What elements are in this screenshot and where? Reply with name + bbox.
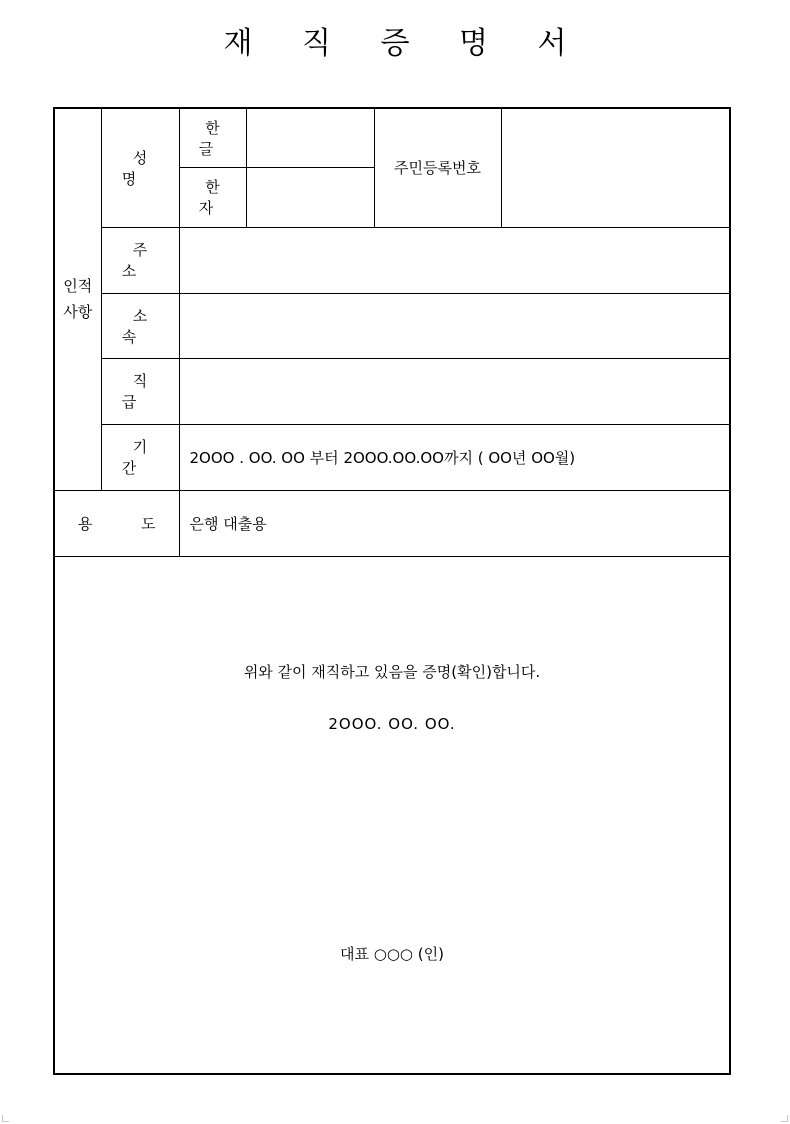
purpose-field[interactable]: 은행 대출용 [179,490,730,556]
period-label: 기 간 [101,424,179,490]
address-field[interactable] [179,227,730,293]
certification-statement-area [54,556,730,1074]
resident-number-field[interactable] [501,108,730,227]
page-corner-mark-right [781,1115,788,1122]
name-hangul-field[interactable] [246,108,374,167]
rank-field[interactable] [179,358,730,424]
name-label: 성 명 [101,108,179,227]
personal-info-group-label [54,108,101,490]
issue-date: 2OOO. OO. OO. [328,714,456,733]
affiliation-field[interactable] [179,293,730,358]
name-hanja-label: 한 자 [179,167,246,227]
address-label: 주 소 [101,227,179,293]
period-field[interactable]: 2OOO . OO. OO 부터 2OOO.OO.OO까지 ( OO년 OO월) [179,424,730,490]
name-hangul-label: 한 글 [179,108,246,167]
affiliation-label: 소 속 [101,293,179,358]
page-corner-mark-left [2,1115,9,1122]
representative-signature: 대표 ○○○ (인) [340,944,444,963]
personal-info-label-line2: 사항 [63,303,93,322]
certification-statement: 위와 같이 재직하고 있음을 증명(확인)합니다. [243,662,541,681]
document-title: 재 직 증 명 서 [223,26,587,61]
certificate-form-table [53,107,731,1075]
personal-info-label-line1: 인적 [63,277,93,296]
resident-number-label: 주민등록번호 [374,108,501,227]
name-hanja-field[interactable] [246,167,374,227]
purpose-label: 용 도 [54,490,179,556]
rank-label: 직 급 [101,358,179,424]
